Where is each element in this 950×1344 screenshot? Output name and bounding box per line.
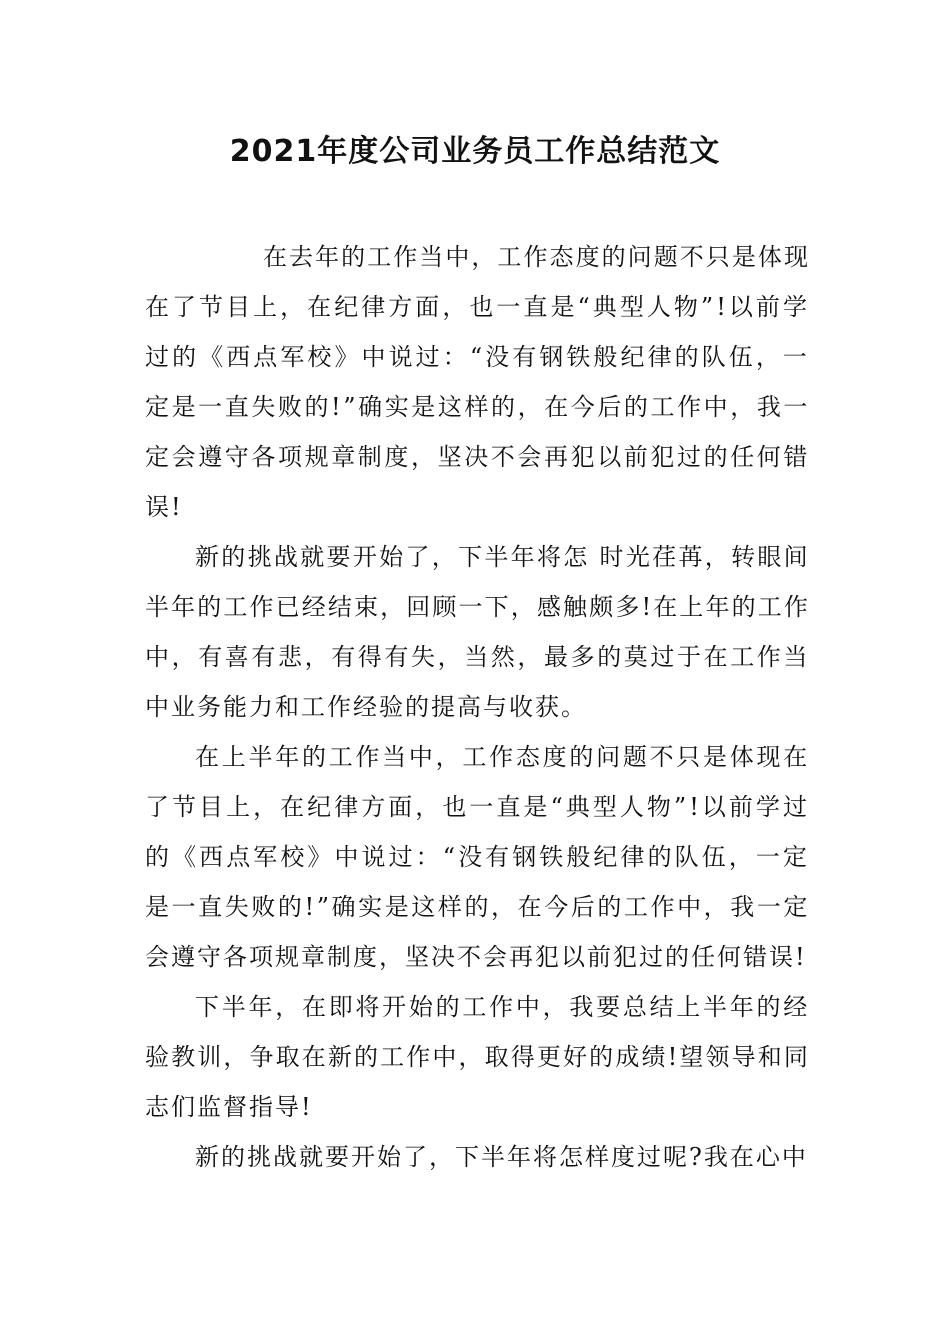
text-line: 中业务能力和工作经验的提高与收获。 <box>145 693 587 721</box>
text-line: 是一直失败的!”确实是这样的，在今后的工作中，我一定 <box>145 893 810 921</box>
text-line: 在了节目上，在纪律方面，也一直是“典型人物”!以前学 <box>145 293 810 321</box>
text-line: 定是一直失败的!”确实是这样的，在今后的工作中，我一 <box>145 393 810 421</box>
text-line: 在上半年的工作当中，工作态度的问题不只是体现在 <box>195 743 810 771</box>
text-line: 误! <box>145 493 183 521</box>
text-line: 过的《西点军校》中说过：“没有钢铁般纪律的队伍，一 <box>145 343 810 371</box>
text-line: 了节目上，在纪律方面，也一直是“典型人物”!以前学过 <box>145 793 810 821</box>
document-body <box>145 232 810 1182</box>
text-line: 会遵守各项规章制度，坚决不会再犯以前犯过的任何错误! <box>145 943 807 971</box>
text-line: 新的挑战就要开始了，下半年将怎 时光荏苒，转眼间 <box>195 543 810 571</box>
text-line: 定会遵守各项规章制度，坚决不会再犯以前犯过的任何错 <box>145 443 810 471</box>
text-line: 的《西点军校》中说过：“没有钢铁般纪律的队伍，一定 <box>145 843 810 871</box>
text-line: 中，有喜有悲，有得有失，当然，最多的莫过于在工作当 <box>145 643 810 671</box>
text-line: 下半年，在即将开始的工作中，我要总结上半年的经 <box>195 993 810 1021</box>
text-line: 志们监督指导! <box>145 1093 313 1121</box>
text-line: 在去年的工作当中，工作态度的问题不只是体现 <box>263 243 810 271</box>
text-line: 半年的工作已经结束，回顾一下，感触颇多!在上年的工作 <box>145 593 810 621</box>
text-line: 新的挑战就要开始了，下半年将怎样度过呢?我在心中 <box>195 1143 808 1171</box>
document-title: 2021年度公司业务员工作总结范文 <box>229 134 721 169</box>
text-line: 验教训，争取在新的工作中，取得更好的成绩!望领导和同 <box>145 1043 810 1071</box>
